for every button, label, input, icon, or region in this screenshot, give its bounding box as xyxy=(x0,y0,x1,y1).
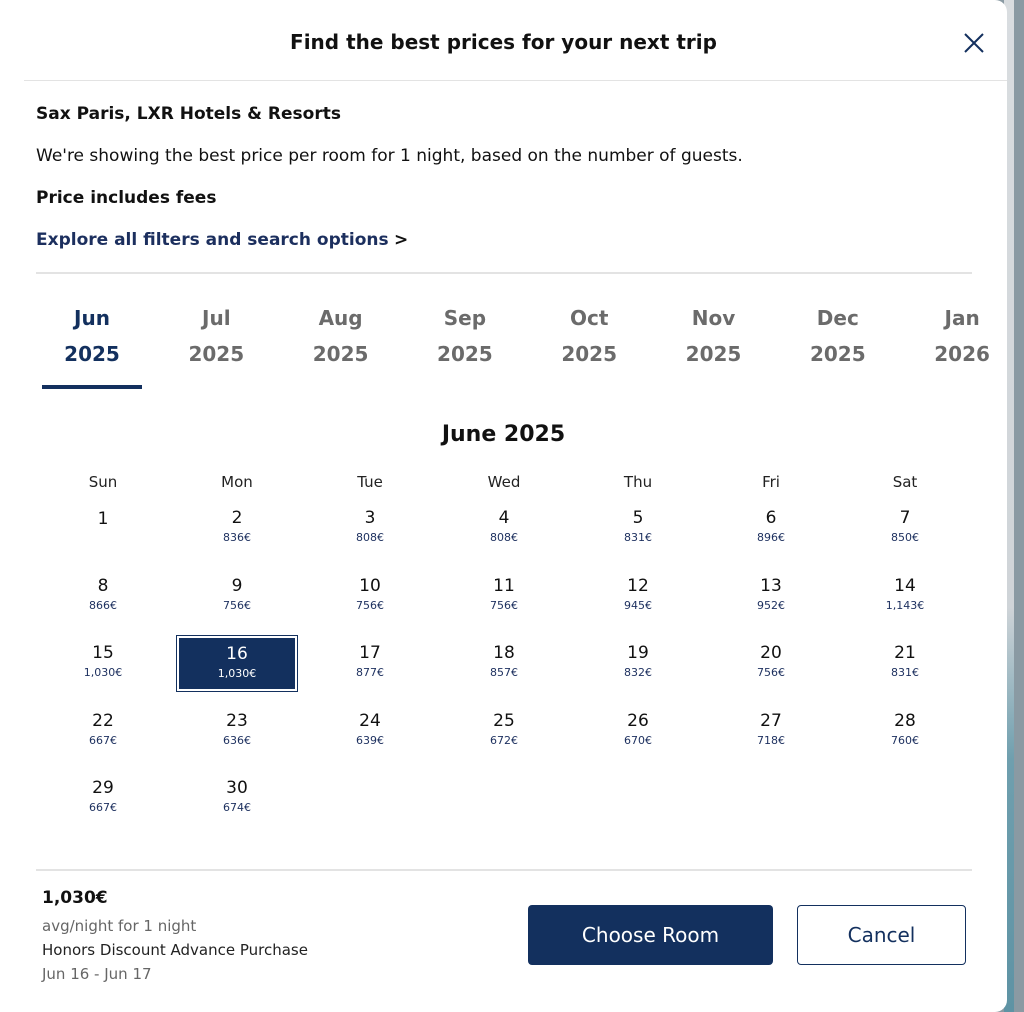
day-number: 25 xyxy=(493,710,515,731)
day-price: 1,143€ xyxy=(885,598,925,612)
tab-month: Jul xyxy=(202,306,231,330)
day-number: 24 xyxy=(359,710,381,731)
choose-room-button[interactable]: Choose Room xyxy=(528,905,773,965)
day-price: 667€ xyxy=(89,733,117,747)
day-number: 22 xyxy=(92,710,114,731)
calendar-day-30[interactable] xyxy=(177,771,297,826)
rate-name: Honors Discount Advance Purchase xyxy=(42,941,308,959)
tab-year: 2025 xyxy=(312,342,369,366)
day-price: 831€ xyxy=(624,531,652,544)
calendar-day-18[interactable] xyxy=(444,636,564,691)
tab-year: 2026 xyxy=(934,342,990,366)
day-price: 808€ xyxy=(490,531,518,544)
day-price: 756€ xyxy=(490,598,518,612)
calendar-day-15[interactable] xyxy=(43,636,163,691)
calendar-day-20[interactable] xyxy=(711,636,831,691)
tab-jan-2026[interactable] xyxy=(900,300,1024,372)
day-number: 8 xyxy=(97,575,109,596)
day-number: 13 xyxy=(760,575,782,596)
calendar-day-3[interactable] xyxy=(310,501,430,556)
day-price: 636€ xyxy=(223,733,251,747)
day-number: 29 xyxy=(92,778,114,798)
tab-month: Dec xyxy=(816,306,859,330)
tab-month: Nov xyxy=(691,306,736,330)
day-price: 674€ xyxy=(223,801,251,814)
hotel-name: Sax Paris, LXR Hotels & Resorts xyxy=(36,104,341,124)
calendar-day-12[interactable] xyxy=(578,569,698,624)
day-price: 896€ xyxy=(757,531,785,544)
calendar-day-8[interactable] xyxy=(43,569,163,624)
tab-aug-2025[interactable] xyxy=(279,300,403,372)
divider xyxy=(36,869,972,871)
day-number: 26 xyxy=(627,710,649,731)
close-icon[interactable] xyxy=(962,31,986,55)
day-number: 30 xyxy=(226,778,248,798)
day-number: 9 xyxy=(231,575,243,596)
tab-year: 2025 xyxy=(809,342,866,366)
day-number: 23 xyxy=(226,710,248,731)
day-price: 1,030€ xyxy=(83,666,123,679)
day-price: 760€ xyxy=(891,733,919,747)
calendar-day-29[interactable] xyxy=(43,771,163,826)
day-price: 756€ xyxy=(223,598,251,612)
weekday-wed: Wed xyxy=(487,473,521,491)
day-number: 14 xyxy=(894,575,916,596)
calendar-day-10[interactable] xyxy=(310,569,430,624)
calendar-day-19[interactable] xyxy=(578,636,698,691)
filters-link[interactable]: Explore all filters and search options xyxy=(36,230,389,250)
day-price: 667€ xyxy=(89,801,117,814)
calendar-day-25[interactable] xyxy=(444,704,564,759)
day-number: 18 xyxy=(493,643,515,663)
divider xyxy=(24,80,1007,81)
tab-sep-2025[interactable] xyxy=(403,300,527,372)
day-number: 10 xyxy=(359,575,381,596)
day-number: 5 xyxy=(632,508,644,528)
day-number: 19 xyxy=(627,643,649,663)
day-number: 3 xyxy=(364,508,376,528)
day-price: 756€ xyxy=(757,666,785,679)
tab-dec-2025[interactable] xyxy=(776,300,900,372)
day-number: 21 xyxy=(894,643,916,663)
cancel-button[interactable]: Cancel xyxy=(797,905,966,965)
calendar-day-24[interactable] xyxy=(310,704,430,759)
day-number: 7 xyxy=(899,508,911,528)
calendar-day-6[interactable] xyxy=(711,501,831,556)
calendar-day-9[interactable] xyxy=(177,569,297,624)
day-number: 6 xyxy=(765,508,777,528)
calendar-day-2[interactable] xyxy=(177,501,297,556)
day-number: 20 xyxy=(760,643,782,663)
day-number: 11 xyxy=(493,575,515,596)
calendar-day-14[interactable] xyxy=(845,569,965,624)
per-night-label: avg/night for 1 night xyxy=(42,917,197,935)
selected-price: 1,030€ xyxy=(42,888,108,908)
day-price: 639€ xyxy=(356,733,384,747)
tab-year: 2025 xyxy=(561,342,618,366)
calendar-day-1[interactable] xyxy=(43,501,163,556)
calendar-day-27[interactable] xyxy=(711,704,831,759)
calendar-day-22[interactable] xyxy=(43,704,163,759)
day-number: 1 xyxy=(97,509,109,529)
day-price: 945€ xyxy=(624,598,652,612)
price-description: We're showing the best price per room for 1 night, based on the number of guests. xyxy=(36,146,743,166)
tab-year: 2025 xyxy=(188,342,245,366)
calendar-day-17[interactable] xyxy=(310,636,430,691)
day-number: 15 xyxy=(92,643,114,663)
weekday-thu: Thu xyxy=(623,473,653,491)
calendar-day-7[interactable] xyxy=(845,501,965,556)
tab-oct-2025[interactable] xyxy=(527,300,651,372)
day-price: 1,030€ xyxy=(217,667,257,680)
calendar-day-13[interactable] xyxy=(711,569,831,624)
day-price: 831€ xyxy=(891,666,919,679)
weekday-fri: Fri xyxy=(762,473,780,491)
filters-link-row[interactable] xyxy=(36,230,408,250)
month-tabs xyxy=(30,300,990,392)
calendar-day-11[interactable] xyxy=(444,569,564,624)
day-price: 718€ xyxy=(757,733,785,747)
calendar-day-21[interactable] xyxy=(845,636,965,691)
tab-month: Jan xyxy=(944,306,980,330)
day-number: 27 xyxy=(760,710,782,731)
day-price: 832€ xyxy=(624,666,652,679)
modal-title: Find the best prices for your next trip xyxy=(290,30,717,54)
tab-year: 2025 xyxy=(685,342,742,366)
day-price: 866€ xyxy=(89,598,117,612)
weekday-mon: Mon xyxy=(221,473,253,491)
tab-year: 2025 xyxy=(437,342,493,366)
tab-month: Oct xyxy=(569,306,609,330)
fees-note: Price includes fees xyxy=(36,188,217,208)
calendar-day-28[interactable] xyxy=(845,704,965,759)
calendar-day-16[interactable] xyxy=(177,636,297,691)
weekday-sun: Sun xyxy=(88,473,118,491)
calendar-title: June 2025 xyxy=(441,422,566,447)
day-price: 877€ xyxy=(356,666,384,679)
weekday-sat: Sat xyxy=(892,473,918,491)
selected-dates: Jun 16 - Jun 17 xyxy=(42,965,152,983)
day-price: 670€ xyxy=(624,733,652,747)
day-number: 16 xyxy=(226,644,248,664)
day-number: 2 xyxy=(231,508,243,528)
calendar-day-4[interactable] xyxy=(444,501,564,556)
tab-jun-2025[interactable] xyxy=(30,300,154,372)
day-price: 952€ xyxy=(757,598,785,612)
tab-nov-2025[interactable] xyxy=(652,300,776,372)
day-price: 857€ xyxy=(490,666,518,679)
tab-jul-2025[interactable] xyxy=(154,300,278,372)
calendar-day-23[interactable] xyxy=(177,704,297,759)
day-price: 756€ xyxy=(356,598,384,612)
day-number: 17 xyxy=(359,643,381,663)
day-price: 672€ xyxy=(490,733,518,747)
divider xyxy=(36,272,972,274)
weekday-tue: Tue xyxy=(357,473,383,491)
day-price: 808€ xyxy=(356,531,384,544)
tab-month: Jun xyxy=(74,306,110,330)
day-price: 850€ xyxy=(891,531,919,544)
active-tab-indicator xyxy=(42,385,142,389)
day-number: 4 xyxy=(498,508,510,528)
tab-month: Sep xyxy=(443,306,487,330)
calendar-day-5[interactable] xyxy=(578,501,698,556)
day-price: 836€ xyxy=(223,531,251,544)
chevron-right-icon: > xyxy=(394,230,409,250)
day-number: 28 xyxy=(894,710,916,731)
tab-year: 2025 xyxy=(64,342,120,366)
day-number: 12 xyxy=(627,575,649,596)
tab-month: Aug xyxy=(318,306,363,330)
calendar-day-26[interactable] xyxy=(578,704,698,759)
